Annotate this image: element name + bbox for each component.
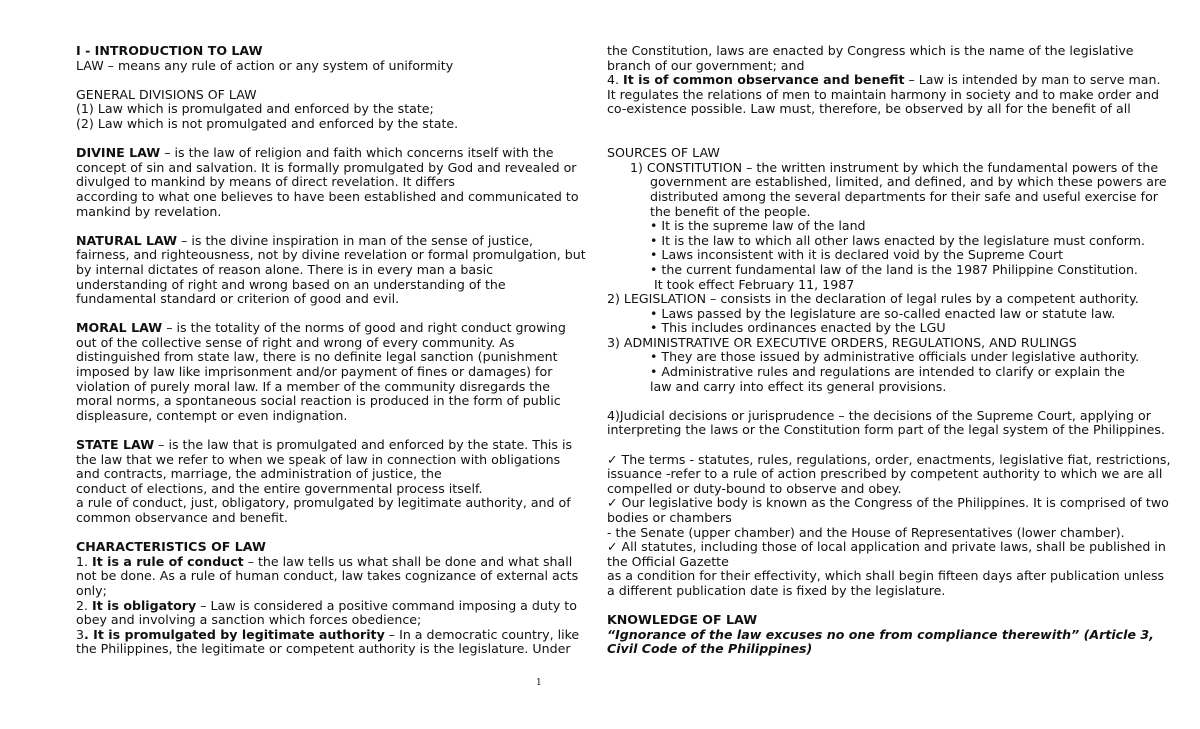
natural-law-term: NATURAL LAW xyxy=(76,232,178,248)
paragraph-line: the benefit of the people. xyxy=(650,203,811,219)
divine-law-paragraph xyxy=(76,146,586,161)
note-line: ✓ Our legislative body is known as the Congress of the Philippines. It is comprised of two xyxy=(607,495,1169,511)
note-line: compelled or duty-bound to observe and obey. xyxy=(607,480,902,496)
source-legislation: 2) LEGISLATION – consists in the declaration of legal rules by a competent authority. xyxy=(607,291,1139,307)
paragraph-line: the Philippines, the legitimate or competent authority is the legislature. Under xyxy=(76,641,571,657)
paragraph-line: concept of sin and salvation. It is formally promulgated by God and revealed or xyxy=(76,159,577,175)
characteristics-heading: CHARACTERISTICS OF LAW xyxy=(76,539,266,555)
paragraph-line: fairness, and righteousness, not by divine revelation or formal promulgation, but xyxy=(76,247,586,263)
note-line: - the Senate (upper chamber) and the House of Representatives (lower chamber). xyxy=(607,524,1125,540)
paragraph-line: the law that we refer to when we speak of law in connection with obligations xyxy=(76,451,561,467)
paragraph-line: according to what one believes to have been established and communicated to xyxy=(76,188,579,204)
paragraph-line: moral norms, a spontaneous social reaction is produced in the form of public xyxy=(76,393,561,409)
paragraph-line: the Constitution, laws are enacted by Congress which is the name of the legislative xyxy=(607,43,1134,58)
paragraph-line: law and carry into effect its general provisions. xyxy=(650,378,947,394)
sources-heading: SOURCES OF LAW xyxy=(607,145,720,161)
paragraph-text: – Law is considered a positive command imposing a duty to xyxy=(196,597,577,613)
note-line: ✓ The terms - statutes, rules, regulations, order, enactments, legislative fiat, restrictions, xyxy=(607,451,1171,467)
source-administrative: 3) ADMINISTRATIVE OR EXECUTIVE ORDERS, REGULATIONS, AND RULINGS xyxy=(607,334,1077,350)
paragraph-line: out of the collective sense of right and wrong of every community. As xyxy=(76,334,515,350)
paragraph-line: and contracts, marriage, the administration of justice, the xyxy=(76,466,442,482)
item-number: 2. xyxy=(76,597,93,613)
item-number: 4. xyxy=(607,72,624,88)
bullet-item: • It is the law to which all other laws enacted by the legislature must conform. xyxy=(650,232,1146,248)
paragraph-line: conduct of elections, and the entire governmental process itself. xyxy=(76,480,483,496)
bullet-item: • This includes ordinances enacted by the LGU xyxy=(650,320,946,336)
bullet-item: • They are those issued by administrative officials under legislative authority. xyxy=(650,349,1140,365)
paragraph-line: fundamental standard or criterion of good and evil. xyxy=(76,291,400,307)
characteristic-term: It is a rule of conduct xyxy=(92,553,244,569)
paragraph-text: – is the law of religion and faith which concerns itself with the xyxy=(160,145,554,161)
item-number: 1. xyxy=(76,553,93,569)
note-line: bodies or chambers xyxy=(607,510,732,525)
note-line: the Official Gazette xyxy=(607,553,729,569)
moral-law-paragraph xyxy=(76,321,586,336)
paragraph-line: government are established, limited, and defined, and by which these powers are xyxy=(650,174,1167,190)
paragraph-line: mankind by revelation. xyxy=(76,203,222,219)
paragraph-line: co-existence possible. Law must, therefore, be observed by all for the benefit of all xyxy=(607,101,1131,117)
characteristic-term: It is obligatory xyxy=(92,597,197,613)
paragraph-line: obey and involving a sanction which forces obedience; xyxy=(76,612,422,628)
note-line: as a condition for their effectivity, which shall begin fifteen days after publication unless xyxy=(607,568,1165,584)
paragraph-text: – Law is intended by man to serve man. xyxy=(904,72,1161,88)
paragraph-text: – is the law that is promulgated and enforced by the state. This is xyxy=(154,437,573,453)
characteristic-1 xyxy=(76,555,586,570)
source-constitution: 1) CONSTITUTION – the written instrument by which the fundamental powers of the xyxy=(630,159,1159,175)
left-column xyxy=(76,44,586,657)
paragraph-line: not be done. As a rule of human conduct, law takes cognizance of external acts xyxy=(76,568,579,584)
right-column xyxy=(607,43,1171,657)
bullet-item: • the current fundamental law of the land is the 1987 Philippine Constitution. xyxy=(650,261,1138,277)
paragraph-line: interpreting the laws or the Constitution form part of the legal system of the Philippines. xyxy=(607,422,1165,438)
moral-law-term: MORAL LAW xyxy=(76,320,163,336)
state-law-paragraph xyxy=(76,438,586,453)
paragraph-line: violation of purely moral law. If a member of the community disregards the xyxy=(76,378,550,394)
paragraph-line: understanding of right and wrong based on an understanding of the xyxy=(76,276,506,292)
natural-law-paragraph xyxy=(76,234,586,249)
paragraph-line: by internal dictates of reason alone. There is in every man a basic xyxy=(76,261,494,277)
law-definition: LAW – means any rule of action or any system of uniformity xyxy=(76,57,454,73)
note-line: ✓ All statutes, including those of local application and private laws, shall be published in xyxy=(607,539,1166,555)
general-division-item: (1) Law which is promulgated and enforced by the state; xyxy=(76,101,434,117)
paragraph-line: divulged to mankind by means of direct revelation. It differs xyxy=(76,174,455,190)
paragraph-line: displeasure, contempt or even indignation. xyxy=(76,407,348,423)
bullet-item: • Administrative rules and regulations are intended to clarify or explain the xyxy=(650,364,1125,380)
paragraph-text: – In a democratic country, like xyxy=(384,626,580,642)
knowledge-heading: KNOWLEDGE OF LAW xyxy=(607,612,758,628)
paragraph-line: imposed by law like imprisonment and/or payment of fines or damages) for xyxy=(76,364,553,380)
paragraph-line: common observance and benefit. xyxy=(76,510,288,525)
paragraph-text: – is the divine inspiration in man of the sense of justice, xyxy=(177,232,534,248)
characteristic-term: It is of common observance and benefit xyxy=(623,72,905,88)
bullet-item: • Laws passed by the legislature are so-called enacted law or statute law. xyxy=(650,305,1116,321)
general-division-item: (2) Law which is not promulgated and enforced by the state. xyxy=(76,115,459,131)
page-number: 1 xyxy=(536,678,542,688)
paragraph-line: distributed among the several departments for their safe and useful exercise for xyxy=(650,188,1158,204)
paragraph-text: – the law tells us what shall be done and what shall xyxy=(243,553,573,569)
note-line: a different publication date is fixed by the legislature. xyxy=(607,582,946,598)
characteristic-4 xyxy=(607,73,1167,88)
bullet-item: • It is the supreme law of the land xyxy=(650,218,866,234)
paragraph-line: a rule of conduct, just, obligatory, promulgated by legitimate authority, and of xyxy=(76,495,571,511)
paragraph-line: It regulates the relations of men to maintain harmony in society and to make order and xyxy=(607,86,1159,102)
general-divisions-heading: GENERAL DIVISIONS OF LAW xyxy=(76,86,257,102)
paragraph-line: branch of our government; and xyxy=(607,57,805,73)
characteristic-term: . It is promulgated by legitimate authority xyxy=(84,626,385,642)
source-judicial: 4)Judicial decisions or jurisprudence – the decisions of the Supreme Court, applying or xyxy=(607,407,1151,423)
paragraph-line: distinguished from state law, there is no definite legal sanction (punishment xyxy=(76,349,558,365)
effectivity-date: It took effect February 11, 1987 xyxy=(654,276,855,292)
note-line: issuance -refer to a rule of action prescribed by competent authority to which we are all xyxy=(607,466,1163,482)
characteristic-2 xyxy=(76,599,586,614)
paragraph-text: – is the totality of the norms of good and right conduct growing xyxy=(162,320,566,336)
item-number: 3 xyxy=(76,626,85,642)
knowledge-quote: “Ignorance of the law excuses no one from compliance therewith” (Article 3, xyxy=(607,626,1154,642)
knowledge-quote: Civil Code of the Philippines) xyxy=(607,641,813,657)
state-law-term: STATE LAW xyxy=(76,437,155,453)
characteristic-3 xyxy=(76,628,586,643)
paragraph-line: only; xyxy=(76,582,107,598)
divine-law-term: DIVINE LAW xyxy=(76,145,161,161)
section-title: I - INTRODUCTION TO LAW xyxy=(76,43,263,58)
bullet-item: • Laws inconsistent with it is declared void by the Supreme Court xyxy=(650,247,1064,263)
